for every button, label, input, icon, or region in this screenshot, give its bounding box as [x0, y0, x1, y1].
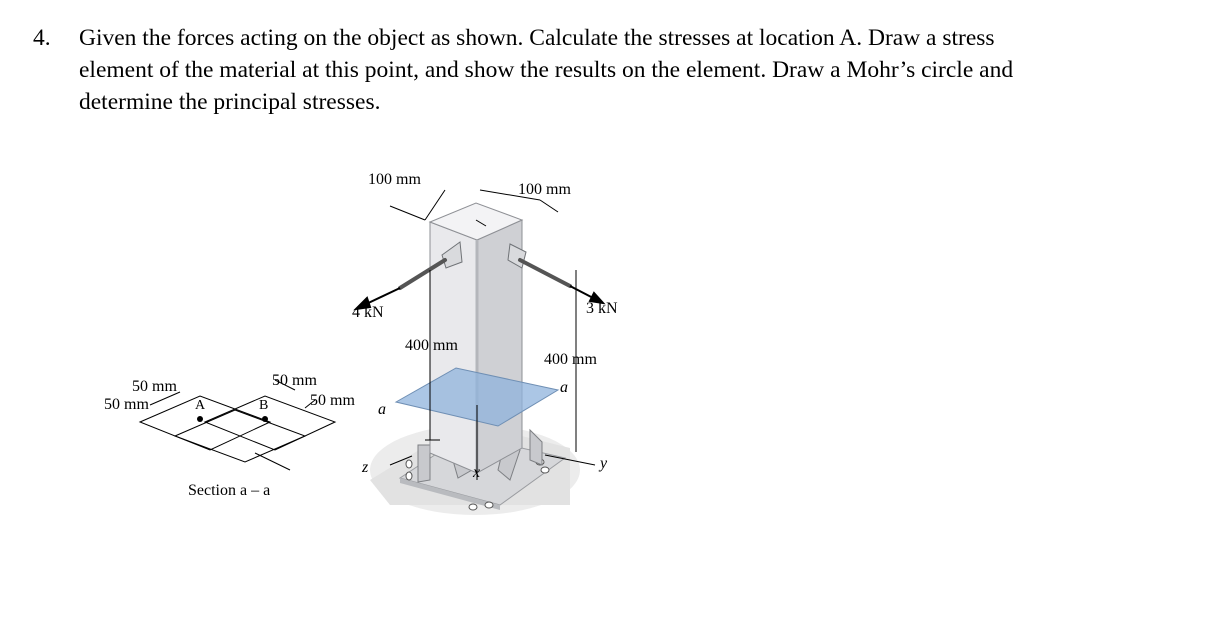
section-mark-right: a	[560, 379, 568, 396]
dim-top-left: 100 mm	[368, 171, 421, 188]
axis-y-label: y	[600, 455, 608, 472]
point-b-dot	[262, 416, 268, 422]
point-a-dot	[197, 416, 203, 422]
section-dim-3: 50 mm	[272, 372, 317, 389]
point-b-label: B	[259, 398, 269, 413]
section-dim-1: 50 mm	[132, 378, 177, 395]
problem-text	[79, 22, 1179, 118]
axis-z-label: z	[362, 459, 369, 476]
dim-top-right: 100 mm	[518, 181, 571, 198]
axis-x-label: x	[473, 464, 481, 481]
section-dim-2: 50 mm	[104, 396, 149, 413]
force-right-label: 3 kN	[586, 300, 618, 317]
problem-line-2: element of the material at this point, and show the results on the element. Draw a Mohr’s circle and	[79, 57, 1014, 83]
point-a-label: A	[195, 398, 206, 413]
column-figure	[100, 160, 660, 520]
section-mark-left: a	[378, 401, 386, 418]
section-caption: Section a – a	[188, 482, 271, 499]
force-left-label: 4 kN	[352, 304, 384, 321]
column-drawing	[100, 160, 660, 520]
problem-line-1: Given the forces acting on the object as shown. Calculate the stresses at location A. Draw a stress	[79, 25, 995, 51]
problem-line-3: determine the principal stresses.	[79, 89, 381, 115]
section-dim-4: 50 mm	[310, 392, 355, 409]
height-right-label: 400 mm	[544, 351, 597, 368]
problem-number: 4.	[33, 25, 51, 51]
height-left-label: 400 mm	[405, 337, 458, 354]
